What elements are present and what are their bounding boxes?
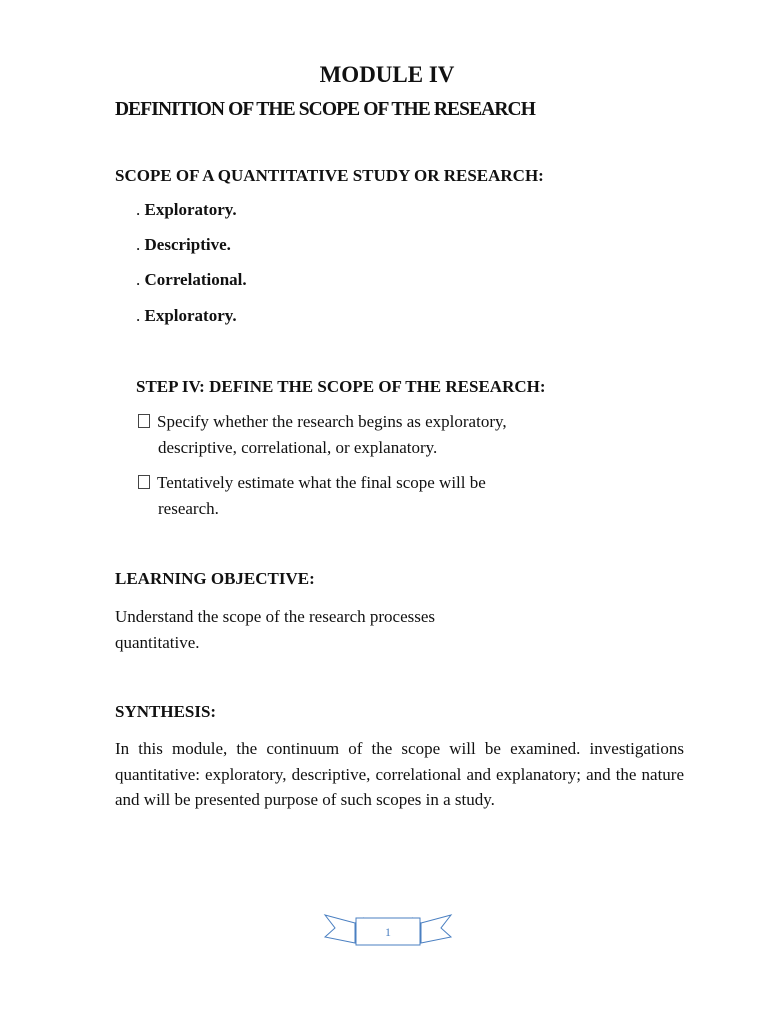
scope-list-item xyxy=(136,270,247,290)
scope-list-item xyxy=(136,306,237,326)
page-number: 1 xyxy=(385,925,391,939)
synthesis-heading: SYNTHESIS: xyxy=(115,702,217,721)
list-item-label: Exploratory. xyxy=(144,306,237,325)
learning-objective-line2: quantitative. xyxy=(115,633,200,652)
page-number-badge xyxy=(323,910,453,948)
checkbox-bullet-icon xyxy=(138,475,150,489)
list-bullet: . xyxy=(136,200,145,219)
bullet-text-line1: Tentatively estimate what the final scope will be xyxy=(157,473,486,492)
section-title: DEFINITION OF THE SCOPE OF THE RESEARCH xyxy=(115,99,535,120)
list-item-label: Descriptive. xyxy=(144,235,231,254)
list-bullet: . xyxy=(136,270,145,289)
bullet-text-line2: research. xyxy=(158,499,219,518)
bullet-text-line2: descriptive, correlational, or explanatory. xyxy=(158,438,438,457)
scope-heading: SCOPE OF A QUANTITATIVE STUDY OR RESEARCH: xyxy=(115,166,544,185)
list-item-label: Correlational. xyxy=(144,270,247,289)
bullet-text-line1: Specify whether the research begins as exploratory, xyxy=(157,412,507,431)
learning-objective-heading: LEARNING OBJECTIVE: xyxy=(115,569,315,588)
scope-list-item xyxy=(136,200,237,220)
learning-objective-line1: Understand the scope of the research processes xyxy=(115,607,436,626)
step-bullet-item xyxy=(138,409,578,461)
list-bullet: . xyxy=(136,306,145,325)
scope-list-item xyxy=(136,235,231,255)
list-bullet: . xyxy=(136,235,145,254)
list-item-label: Exploratory. xyxy=(144,200,237,219)
learning-objective-text xyxy=(115,604,515,656)
synthesis-text: In this module, the continuum of the scope will be examined. investigations quantitative: exploratory, descriptive, correlational and explanatory; and the nature and will be presented purpose of such scopes in a study. xyxy=(115,739,684,810)
checkbox-bullet-icon xyxy=(138,414,150,428)
module-title: MODULE IV xyxy=(319,62,455,87)
step-bullet-item xyxy=(138,470,578,522)
step-heading: STEP IV: DEFINE THE SCOPE OF THE RESEARCH: xyxy=(136,377,546,396)
